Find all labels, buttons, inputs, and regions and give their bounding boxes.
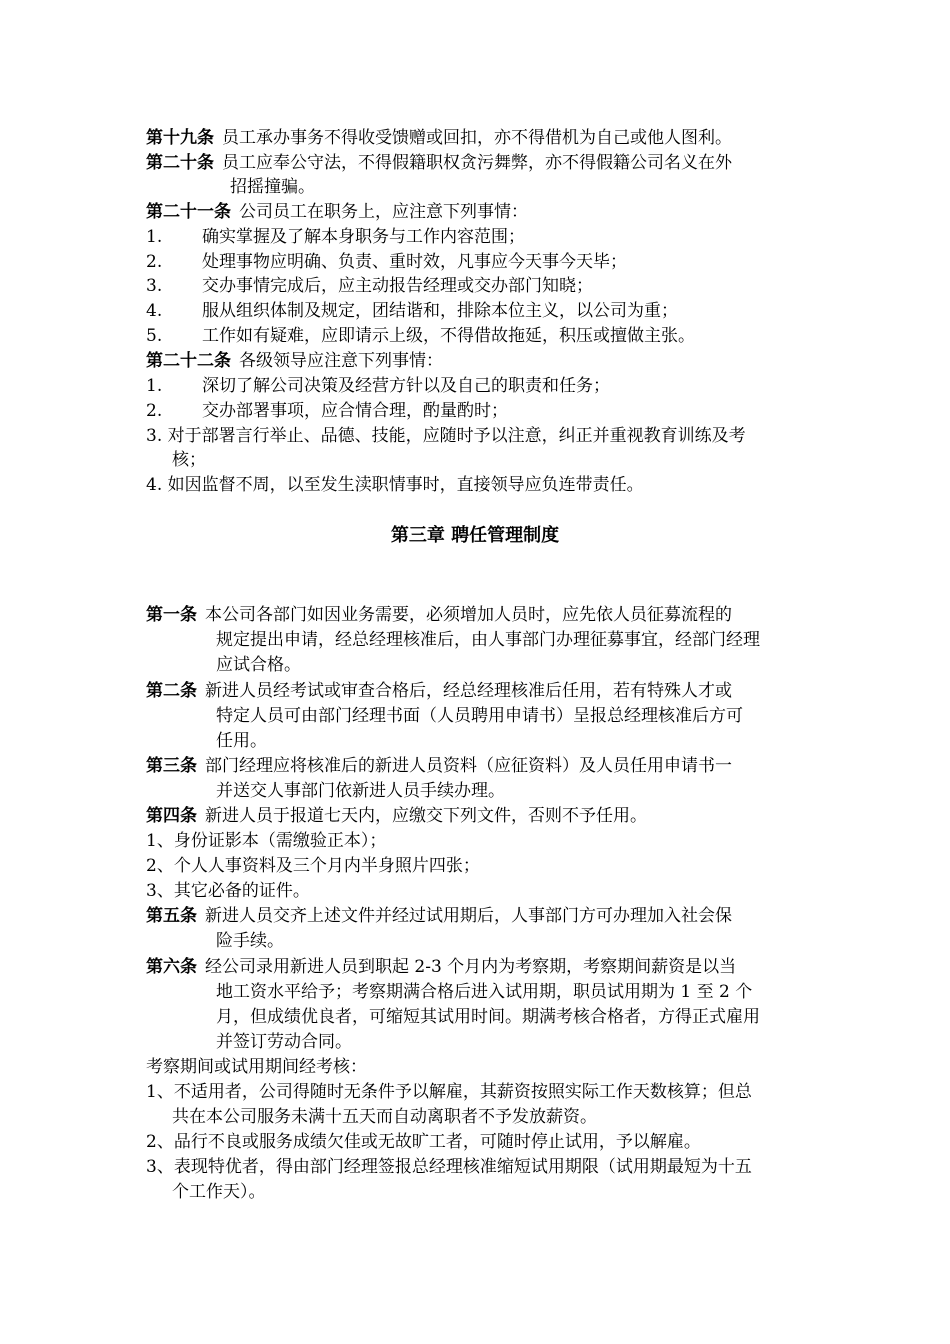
article-2 xyxy=(146,679,732,703)
list-item: 3、表现特优者，得由部门经理签报总经理核准缩短试用期限（试用期最短为十五 xyxy=(146,1157,752,1177)
list-item-text: 处理事物应明确、负责、重时效，凡事应今天事今天毕； xyxy=(202,252,627,272)
article-text-cont: 并签订劳动合同。 xyxy=(216,1032,352,1052)
article-19 xyxy=(146,126,732,150)
article-text-cont: 规定提出申请，经总经理核准后，由人事部门办理征募事宜，经部门经理 xyxy=(216,630,760,650)
item-number: 3. xyxy=(146,276,163,296)
article-20-cont: 招摇撞骗。 xyxy=(230,177,315,197)
article-text: 经公司录用新进人员到职起 2-3 个月内为考察期，考察期间薪资是以当 xyxy=(205,957,737,977)
list-item xyxy=(146,299,162,323)
article-text-cont: 险手续。 xyxy=(216,931,284,951)
item-number: 1. xyxy=(146,376,163,396)
list-item: 2、品行不良或服务成绩欠佳或无故旷工者，可随时停止试用，予以解雇。 xyxy=(146,1132,701,1152)
article-label: 第二十一条 xyxy=(146,202,231,222)
article-label: 第五条 xyxy=(146,906,197,926)
list-item-text: 深切了解公司决策及经营方针以及自己的职责和任务； xyxy=(202,376,610,396)
article-label: 第十九条 xyxy=(146,128,214,148)
article-label: 第三条 xyxy=(146,756,197,776)
article-6 xyxy=(146,955,736,979)
article-3 xyxy=(146,754,732,778)
list-item xyxy=(146,399,162,423)
article-text: 各级领导应注意下列事情： xyxy=(239,351,443,371)
article-text-cont: 任用。 xyxy=(216,731,267,751)
article-text-cont: 应试合格。 xyxy=(216,655,301,675)
article-text-cont: 地工资水平给予；考察期满合格后进入试用期，职员试用期为 1 至 2 个 xyxy=(216,982,753,1002)
list-item: 3、其它必备的证件。 xyxy=(146,881,310,901)
article-1 xyxy=(146,603,732,627)
article-text: 员工承办事务不得收受馈赠或回扣，亦不得借机为自己或他人图利。 xyxy=(222,128,732,148)
article-22 xyxy=(146,349,443,373)
article-label: 第四条 xyxy=(146,806,197,826)
list-item: 2、个人人事资料及三个月内半身照片四张； xyxy=(146,856,480,876)
list-item xyxy=(146,250,162,274)
item-number: 5. xyxy=(146,326,163,346)
item-number: 2. xyxy=(146,252,163,272)
list-item xyxy=(146,374,162,398)
article-text-cont: 特定人员可由部门经理书面（人员聘用申请书）呈报总经理核准后方可 xyxy=(216,706,743,726)
item-number: 2. xyxy=(146,401,163,421)
article-20 xyxy=(146,151,732,175)
article-label: 第六条 xyxy=(146,957,197,977)
review-intro: 考察期间或试用期间经考核： xyxy=(146,1057,367,1077)
article-text: 公司员工在职务上，应注意下列事情： xyxy=(239,202,528,222)
article-text: 新进人员经考试或审查合格后，经总经理核准后任用，若有特殊人才或 xyxy=(205,681,732,701)
list-item-text: 交办部署事项，应合情合理，酌量酌时； xyxy=(202,401,508,421)
list-item xyxy=(146,274,162,298)
article-4 xyxy=(146,804,647,828)
article-21 xyxy=(146,200,528,224)
article-text-cont: 月，但成绩优良者，可缩短其试用时间。期满考核合格者，方得正式雇用 xyxy=(216,1007,760,1027)
article-text: 新进人员于报道七天内，应缴交下列文件，否则不予任用。 xyxy=(205,806,647,826)
list-item: 4. 如因监督不周，以至发生渎职情事时，直接领导应负连带责任。 xyxy=(146,475,644,495)
list-item-text: 工作如有疑难，应即请示上级，不得借故拖延，积压或擅做主张。 xyxy=(202,326,695,346)
list-item-cont: 核； xyxy=(172,450,206,470)
article-text: 部门经理应将核准后的新进人员资料（应征资料）及人员任用申请书一 xyxy=(205,756,732,776)
chapter-title: 第三章 聘任管理制度 xyxy=(390,525,560,546)
article-5 xyxy=(146,904,732,928)
list-item: 3. 对于部署言行举止、品德、技能，应随时予以注意，纠正并重视教育训练及考 xyxy=(146,426,746,446)
article-text: 新进人员交齐上述文件并经过试用期后，人事部门方可办理加入社会保 xyxy=(205,906,732,926)
list-item: 1、不适用者，公司得随时无条件予以解雇，其薪资按照实际工作天数核算；但总 xyxy=(146,1082,752,1102)
article-text: 本公司各部门如因业务需要，必须增加人员时，应先依人员征募流程的 xyxy=(205,605,732,625)
list-item-text: 服从组织体制及规定，团结谐和，排除本位主义，以公司为重； xyxy=(202,301,678,321)
item-number: 1. xyxy=(146,227,163,247)
list-item-cont: 共在本公司服务未满十五天而自动离职者不予发放薪资。 xyxy=(172,1107,597,1127)
list-item-text: 交办事情完成后，应主动报告经理或交办部门知晓； xyxy=(202,276,593,296)
article-text-cont: 并送交人事部门依新进人员手续办理。 xyxy=(216,781,505,801)
article-label: 第二十二条 xyxy=(146,351,231,371)
article-label: 第二条 xyxy=(146,681,197,701)
list-item-cont: 个工作天）。 xyxy=(172,1182,266,1202)
list-item-text: 确实掌握及了解本身职务与工作内容范围； xyxy=(202,227,525,247)
article-label: 第二十条 xyxy=(146,153,214,173)
list-item xyxy=(146,324,162,348)
list-item xyxy=(146,225,162,249)
article-label: 第一条 xyxy=(146,605,197,625)
item-number: 4. xyxy=(146,301,163,321)
article-text: 员工应奉公守法，不得假籍职权贪污舞弊，亦不得假籍公司名义在外 xyxy=(222,153,732,173)
list-item: 1、身份证影本（需缴验正本）； xyxy=(146,831,387,851)
